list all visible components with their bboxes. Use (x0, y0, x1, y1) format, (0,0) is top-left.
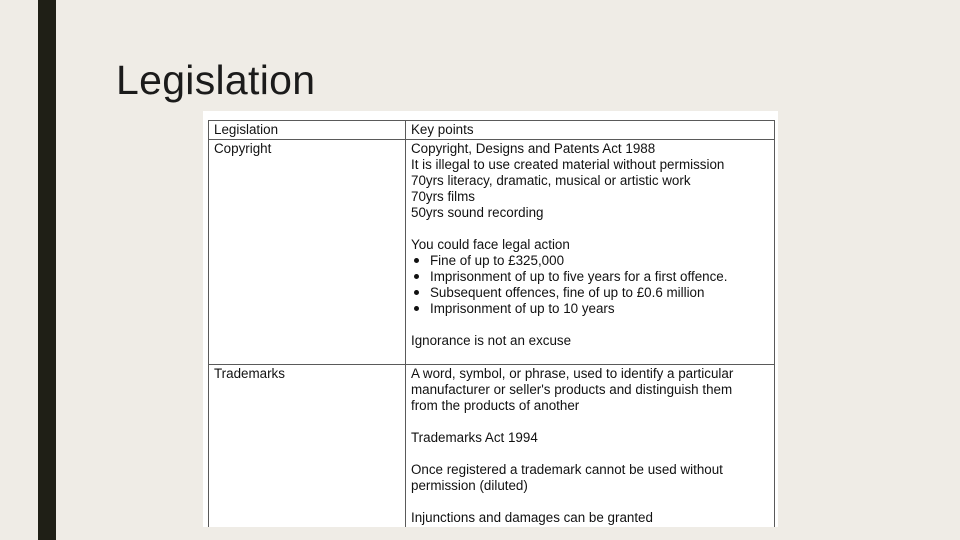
penalty-text: Imprisonment of up to five years for a first offence. (430, 269, 728, 284)
list-item (411, 269, 769, 285)
list-item (411, 301, 769, 317)
spacer (411, 446, 769, 462)
bullet-icon (414, 290, 419, 295)
list-item (411, 253, 769, 269)
bullet-icon (414, 306, 419, 311)
key-points-cell-trademarks (406, 365, 775, 528)
trademark-remedies: Injunctions and damages can be granted (411, 510, 653, 525)
trademark-definition: from the products of another (411, 398, 580, 413)
table-row-copyright (209, 140, 775, 365)
spacer (411, 221, 769, 237)
slide-title: Legislation (116, 57, 316, 103)
penalty-list (411, 253, 769, 317)
penalty-text: Imprisonment of up to 10 years (430, 301, 615, 316)
legislation-cell-trademarks (209, 365, 406, 528)
copyright-act: Copyright, Designs and Patents Act 1988 (411, 141, 656, 156)
list-item (411, 285, 769, 301)
trademark-definition: A word, symbol, or phrase, used to identify a particular (411, 366, 734, 381)
key-points-cell-copyright (406, 140, 775, 365)
table-header-row (209, 121, 775, 140)
copyright-point: 70yrs literacy, dramatic, musical or artistic work (411, 173, 691, 188)
penalty-text: Fine of up to £325,000 (430, 253, 565, 268)
copyright-point: 70yrs films (411, 189, 475, 204)
legislation-table-image (203, 111, 778, 527)
trademark-registered: permission (diluted) (411, 478, 528, 493)
copyright-point: It is illegal to use created material without permission (411, 157, 725, 172)
spacer (411, 414, 769, 430)
legislation-table (208, 120, 775, 527)
legislation-cell-copyright (209, 140, 406, 365)
penalty-text: Subsequent offences, fine of up to £0.6 million (430, 285, 705, 300)
spacer (411, 494, 769, 510)
accent-bar (38, 0, 56, 540)
bullet-icon (414, 274, 419, 279)
legal-action-heading: You could face legal action (411, 237, 570, 252)
column-header-key-points: Key points (406, 121, 775, 140)
legislation-name: Copyright (214, 141, 272, 156)
trademark-act: Trademarks Act 1994 (411, 430, 538, 445)
copyright-point: 50yrs sound recording (411, 205, 544, 220)
column-header-legislation: Legislation (209, 121, 406, 140)
spacer (411, 317, 769, 333)
closing-note: Ignorance is not an excuse (411, 333, 572, 348)
legislation-name: Trademarks (214, 366, 285, 381)
table-row-trademarks (209, 365, 775, 528)
trademark-definition: manufacturer or seller's products and distinguish them (411, 382, 733, 397)
bullet-icon (414, 258, 419, 263)
trademark-registered: Once registered a trademark cannot be used without (411, 462, 723, 477)
